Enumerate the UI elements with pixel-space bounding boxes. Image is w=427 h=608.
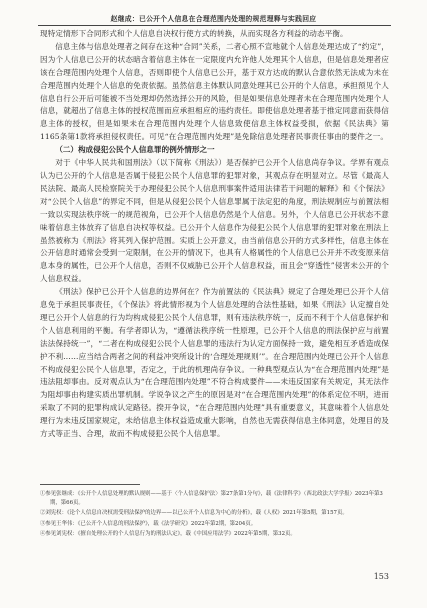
paragraph-2: 信息主体与信息处理者之间存在这种“合同”关系，二者心照不宣地就个人信息处理达成了“约定”，因为个人信息已公开的状态暗含着信息主体在一定限度内允许他人处理其个人信息，但是信息处理者应该在合理范围内处理个人信息，否则即使个人信息已公开，基于双方达成的默认合意依然无法成为未在合理范围内处理个人信息的免责依据。虽然信息主体默认同意处理其已公开的个人信息，承担预见个人信息自行公开后可能被不当处理却仍然选择公开的风险，但是如果信息处理者未在合理范围内处理个人信息，就超出了信息主体的授权范围而应承担相应的违约责任。即使信息处理者基于推定同意而获得信息主体的授权，但是如果未在合理范围内处理个人信息致使信息主体权益受损，依据《民法典》第1165条第1款将承担侵权责任。可见“在合理范围内处理”是免除信息处理者民事责任事由的要件之一。 (40, 41, 389, 142)
paragraph-3: 对于《中华人民共和国刑法》（以下简称《刑法》）是否保护已公开个人信息尚存争议。学界有观点认为已公开的个人信息是否属于侵犯公民个人信息罪的犯罪对象，其观点存在明显对立。尽管《最高人民法院、最高人民检察院关于办理侵犯公民个人信息刑事案件适用法律若干问题的解释》和《个保法》对“公民个人信息”的界定不同，但是从侵犯公民个人信息罪属于法定犯的角度，刑法规制应与前置法相一致以实现法秩序统一的规范视角，已公开个人信息仍然是个人信息。另外，个人信息已公开状态不意味着信息主体放弃了信息自决权等权益。已公开个人信息作为侵犯公民个人信息罪的犯罪对象在刑法上虽然被称为《刑法》将其列入保护范围。实质上公开意义，由当前信息公开的方式多样性，信息主体在公开信息时通常会受到一定限制，在公开的情况下，也具有人格属性的个人信息已公开并不改变原来信息本身的属性，已公开个人信息，否则不仅威胁已公开个人信息权益，而且会“穿透性”侵害未公开的个人信息权益。 (40, 158, 389, 284)
footnote-1: ①参见张继成：《公开个人信息处理的默认规则——基于〈个人信息保护法〉第27条第1分句》，载《法律科学》（西北政法大学学报）2023年第3期，第66页。 (40, 491, 383, 506)
body-text (40, 28, 389, 441)
footnote-2: ②刘宪权：《论个人信息自决权需受刑法保护的边界——以已公开个人信息为中心的分析》，载《人权》2021年第5期，第157页。 (40, 510, 348, 517)
running-head: 赵继成：已公开个人信息在合理范围内处理的规范理释与实践回应 (110, 15, 317, 23)
section-heading: （二）构成侵犯公民个人信息罪的例外情形之一 (55, 145, 215, 155)
page-number: 153 (373, 572, 389, 581)
header-rule (38, 25, 391, 26)
footnote-4: ④参见刘宪权：《擅自处理公开的个人信息行为的刑法认定》，载《中国应用法学》2022年第5期，第32页。 (40, 531, 296, 538)
footnote-3: ③参见王华伟：《已公开个人信息的刑法保护》，载《法学研究》2022年第2期，第204页。 (40, 520, 257, 527)
paragraph-4: 《刑法》保护已公开个人信息的边界何在？作为前置法的《民法典》规定了合理处理已公开个人信息免于承担民事责任，《个保法》将此情形视为个人信息处理的合法性基础，如果《刑法》认定擅自处理已公开个人信息的行为均构成侵犯公民个人信息罪，则有违法秩序统一，反而不利于个人信息保护和个人信息利用的平衡。有学者即认为，“遵循法秩序统一性原理，已公开个人信息的刑法保护应与前置法法保持统一”，“二者在构成侵犯公民个人信息罪的违法行为认定方面保持一致，避免相互矛盾造成保护不利……应当结合两者之间的利益冲突所设计的‘合理处理规则’”。在合理范围内处理已公开个人信息不构成侵犯公民个人信息罪，否定之，于此的机理尚存争议。一种典型观点认为“在合理范围内处理”是违法阻却事由。反对观点认为“在合理范围内处理”不符合构成要件——未违反国家有关规定，其无法作为阻却事由构建实质出罪机制。学说争议之产生的原因是对“在合理范围内处理”的体系定位不明，进而采取了不同的犯罪构成认定路径。揆开争议，“在合理范围内处理”具有重要意义，其意味着个人信息处理行为未违反国家规定，未给信息主体权益造成重大影响，自然也无需获得信息主体同意，处理目的及方式等正当、合理，故而不构成侵犯公民个人信息罪。 (40, 287, 389, 439)
footnotes (40, 490, 389, 541)
paragraph-1: 现特定情形下合同形式和个人信息自决权行使方式的转换，从而实现各方利益的动态平衡。 (40, 29, 348, 38)
footnote-rule (40, 484, 140, 485)
